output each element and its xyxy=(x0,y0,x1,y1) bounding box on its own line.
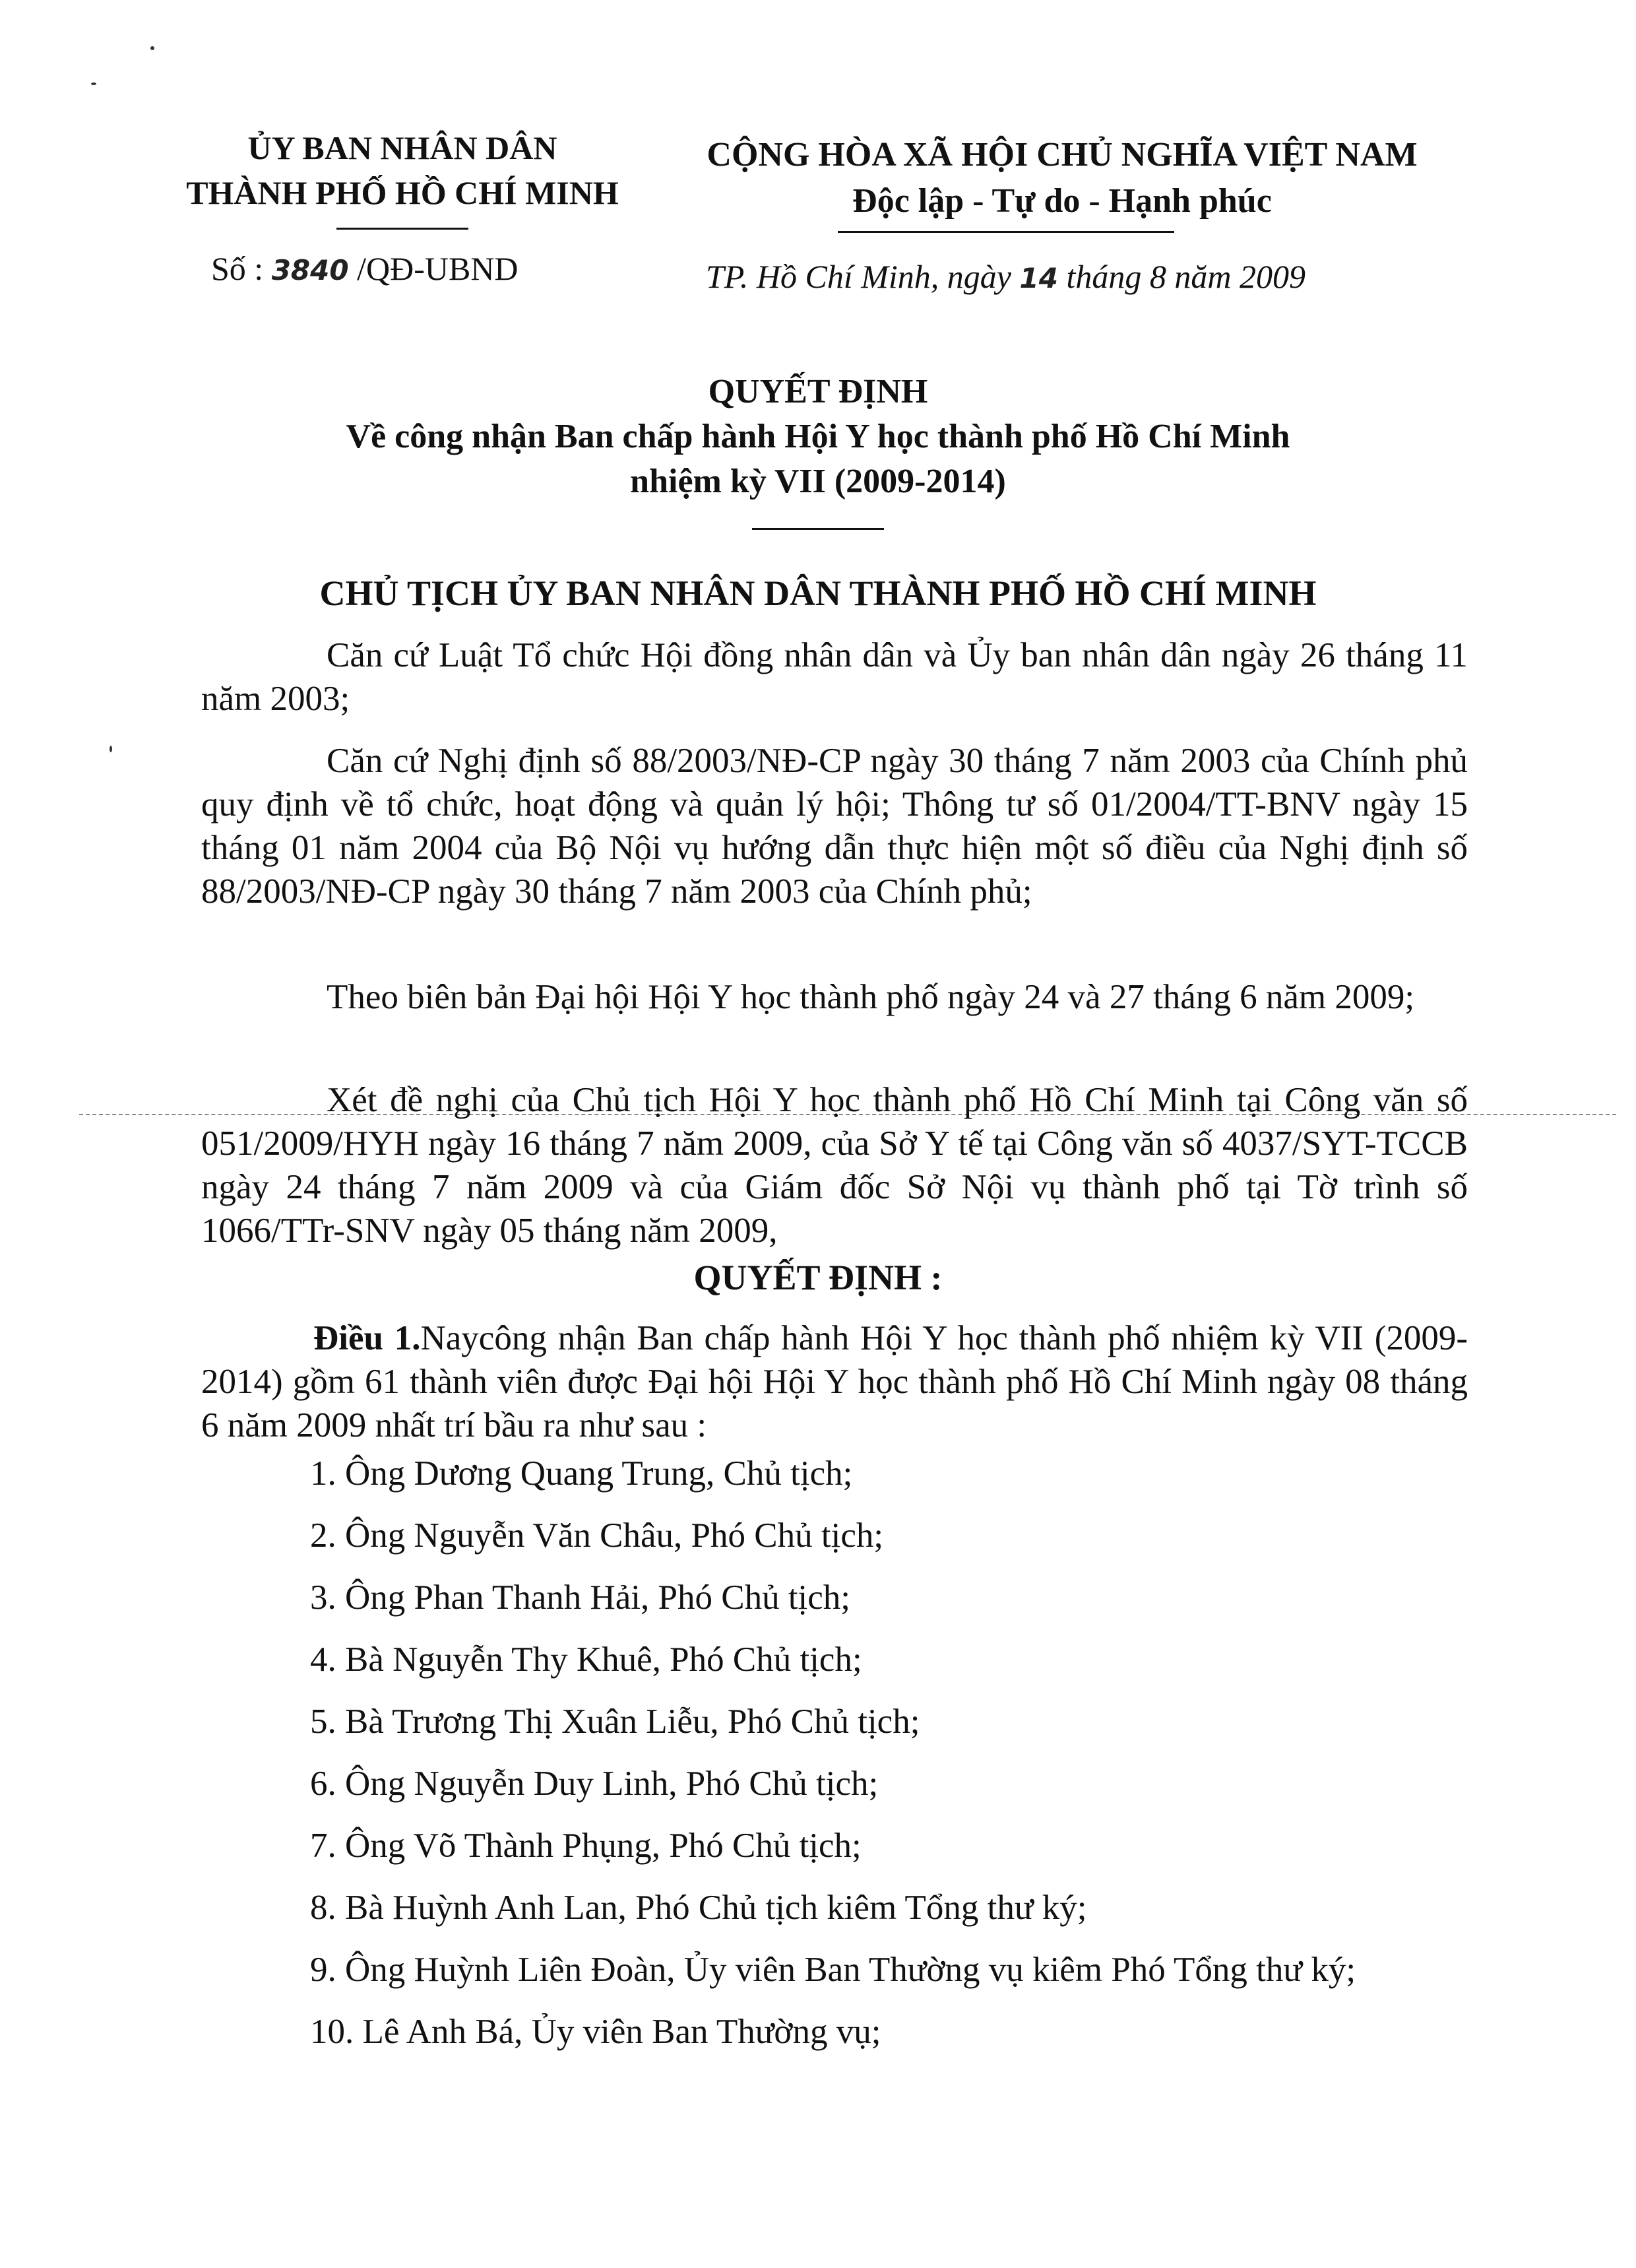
decision-heading: QUYẾT ĐỊNH : xyxy=(693,1258,943,1297)
right-header-rule xyxy=(838,231,1174,233)
article-1 xyxy=(201,1316,1468,1447)
issuing-authority xyxy=(132,125,673,215)
scan-speck xyxy=(91,82,96,85)
preamble-paragraph: Xét đề nghị của Chủ tịch Hội Y học thành phố Hồ Chí Minh tại Công văn số 051/2009/HYH ngày 16 tháng 7 năm 2009, của Sở Y tế tại Công văn số 4037/SYT-TCCB ngày 24 tháng 7 năm 2009 và của Giám đốc Sở Nội vụ thành phố tại Tờ trình số 1066/TTr-SNV ngày 05 tháng năm 2009, xyxy=(201,1081,1468,1250)
list-item: 3. Ông Phan Thanh Hải, Phó Chủ tịch; xyxy=(310,1578,851,1617)
document-title xyxy=(198,370,1438,504)
doc-number-handwritten: 3840 xyxy=(271,254,349,286)
list-item: 10. Lê Anh Bá, Ủy viên Ban Thường vụ; xyxy=(310,2013,881,2051)
left-header-rule xyxy=(336,228,468,230)
list-item: 9. Ông Huỳnh Liên Đoàn, Ủy viên Ban Thường vụ kiêm Phó Tổng thư ký; xyxy=(310,1951,1356,1989)
date-day-handwritten: 14 xyxy=(1019,262,1058,294)
article-1-label: Điều 1. xyxy=(313,1319,421,1357)
motto: Độc lập - Tự do - Hạnh phúc xyxy=(852,182,1272,220)
list-item: 4. Bà Nguyễn Thy Khuê, Phó Chủ tịch; xyxy=(310,1640,862,1679)
issuing-authority-line1: ỦY BAN NHÂN DÂN xyxy=(247,129,557,166)
date-after-day: tháng 8 năm 2009 xyxy=(1057,258,1306,295)
title-rule xyxy=(752,528,884,530)
issuing-authority-line2: THÀNH PHỐ HỒ CHÍ MINH xyxy=(186,174,619,211)
list-item: 6. Ông Nguyễn Duy Linh, Phó Chủ tịch; xyxy=(310,1765,879,1803)
doc-number-prefix: Số : xyxy=(211,250,272,287)
title-line3: nhiệm kỳ VII (2009-2014) xyxy=(630,463,1006,500)
scan-speck xyxy=(110,746,112,752)
list-item: 7. Ông Võ Thành Phụng, Phó Chủ tịch; xyxy=(310,1827,862,1865)
place-and-date xyxy=(706,257,1306,296)
date-before-day: TP. Hồ Chí Minh, ngày xyxy=(706,258,1020,295)
title-line2: Về công nhận Ban chấp hành Hội Y học thành phố Hồ Chí Minh xyxy=(346,418,1290,455)
preamble-paragraph: Theo biên bản Đại hội Hội Y học thành phố ngày 24 và 27 tháng 6 năm 2009; xyxy=(327,978,1415,1016)
doc-number-suffix: /QĐ-UBND xyxy=(348,250,519,287)
list-item: 2. Ông Nguyễn Văn Châu, Phó Chủ tịch; xyxy=(310,1516,884,1555)
document-number xyxy=(211,249,519,288)
country-name: CỘNG HÒA XÃ HỘI CHỦ NGHĨA VIỆT NAM xyxy=(707,136,1418,174)
title-line1: QUYẾT ĐỊNH xyxy=(708,373,928,410)
national-motto xyxy=(660,132,1464,224)
list-item: 5. Bà Trương Thị Xuân Liễu, Phó Chủ tịch; xyxy=(310,1702,920,1741)
preamble-paragraph: Căn cứ Luật Tổ chức Hội đồng nhân dân và Ủy ban nhân dân ngày 26 tháng 11 năm 2003; xyxy=(201,636,1468,718)
article-1-text: Naycông nhận Ban chấp hành Hội Y học thành phố nhiệm kỳ VII (2009-2014) gồm 61 thành viên được Đại hội Hội Y học thành phố Hồ Chí Minh ngày 08 tháng 6 năm 2009 nhất trí bầu ra như sau : xyxy=(201,1319,1468,1444)
list-item: 1. Ông Dương Quang Trung, Chủ tịch; xyxy=(310,1454,853,1493)
scan-speck xyxy=(150,46,154,50)
preamble-paragraph: Căn cứ Nghị định số 88/2003/NĐ-CP ngày 30 tháng 7 năm 2003 của Chính phủ quy định về tổ chức, hoạt động và quản lý hội; Thông tư số 01/2004/TT-BNV ngày 15 tháng 01 năm 2004 của Bộ Nội vụ hướng dẫn thực hiện một số điều của Nghị định số 88/2003/NĐ-CP ngày 30 tháng 7 năm 2003 của Chính phủ; xyxy=(201,742,1468,911)
list-item: 8. Bà Huỳnh Anh Lan, Phó Chủ tịch kiêm Tổng thư ký; xyxy=(310,1889,1087,1927)
authority-heading: CHỦ TỊCH ỦY BAN NHÂN DÂN THÀNH PHỐ HỒ CHÍ MINH xyxy=(319,573,1317,613)
member-list xyxy=(310,1452,1497,2072)
